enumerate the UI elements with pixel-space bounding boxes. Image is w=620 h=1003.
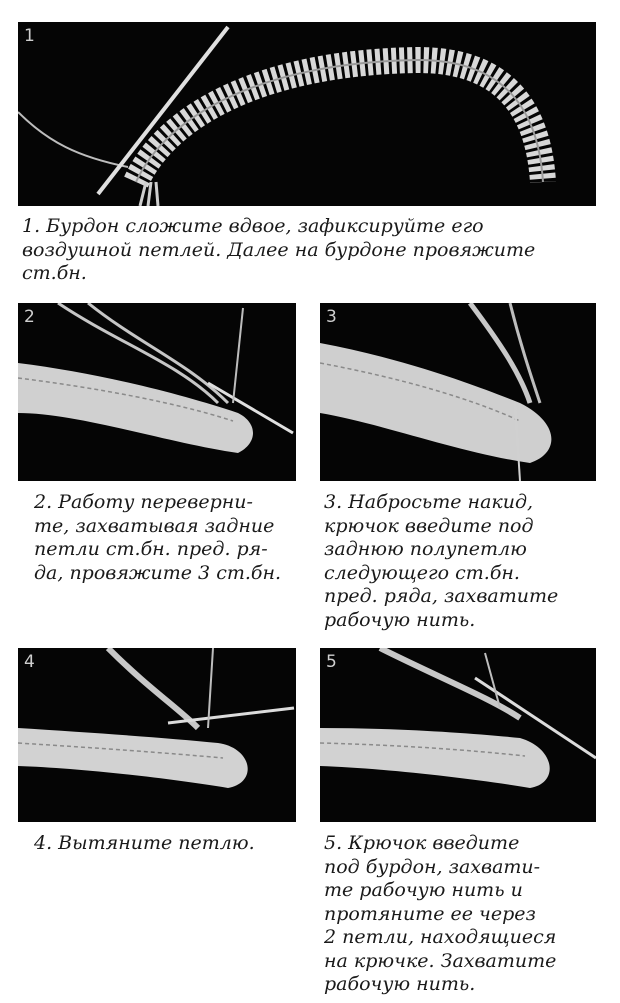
caption-line: заднюю полупетлю: [324, 538, 527, 560]
caption-line: петли ст.бн. пред. ря-: [34, 538, 268, 560]
step-2-number: 2: [24, 307, 35, 327]
caption-line: крючок введите под: [324, 514, 534, 537]
step-2-caption: [34, 491, 296, 585]
caption-line: те, захватывая задние: [34, 514, 275, 537]
caption-line: 3. Набросьте накид,: [324, 491, 534, 513]
caption-line: 4. Вытяните петлю.: [34, 832, 255, 854]
crochet-cord-illustration: [18, 303, 296, 481]
crochet-cord-illustration: [320, 303, 596, 481]
caption-line: 1. Бурдон сложите вдвое, зафиксируйте его: [22, 215, 484, 237]
caption-line: рабочую нить.: [324, 973, 476, 995]
step-3-number: 3: [326, 307, 337, 327]
step-4-number: 4: [24, 652, 35, 672]
step-5-number: 5: [326, 652, 337, 672]
caption-line: следующего ст.бн.: [324, 561, 520, 584]
caption-line: ст.бн.: [22, 262, 87, 284]
crochet-cord-illustration: [18, 22, 596, 206]
caption-line: рабочую нить.: [324, 608, 476, 631]
caption-line: 5. Крючок введите: [324, 832, 520, 854]
step-1-photo: [18, 22, 596, 206]
caption-line: да, провяжите 3 ст.бн.: [34, 561, 282, 584]
caption-line: пред. ряда, захватите: [324, 585, 559, 607]
step-5-caption: [324, 832, 596, 997]
step-4-caption: [34, 832, 296, 856]
caption-line: под бурдон, захвати-: [324, 855, 541, 878]
caption-line: на крючке. Захватите: [324, 949, 557, 972]
crochet-cord-illustration: [18, 648, 296, 822]
step-2-photo: [18, 303, 296, 481]
caption-line: те рабочую нить и: [324, 879, 523, 901]
caption-line: 2 петли, находящиеся: [324, 926, 557, 948]
caption-line: 2. Работу переверни-: [34, 491, 253, 513]
caption-line: воздушной петлей. Далее на бурдоне провяжите: [22, 238, 536, 261]
caption-line: протяните ее через: [324, 902, 536, 925]
step-1-caption: [22, 215, 598, 286]
crochet-cord-illustration: [320, 648, 596, 822]
step-3-caption: [324, 491, 596, 632]
step-3-photo: [320, 303, 596, 481]
step-5-photo: [320, 648, 596, 822]
step-4-photo: [18, 648, 296, 822]
step-1-number: 1: [24, 26, 35, 46]
